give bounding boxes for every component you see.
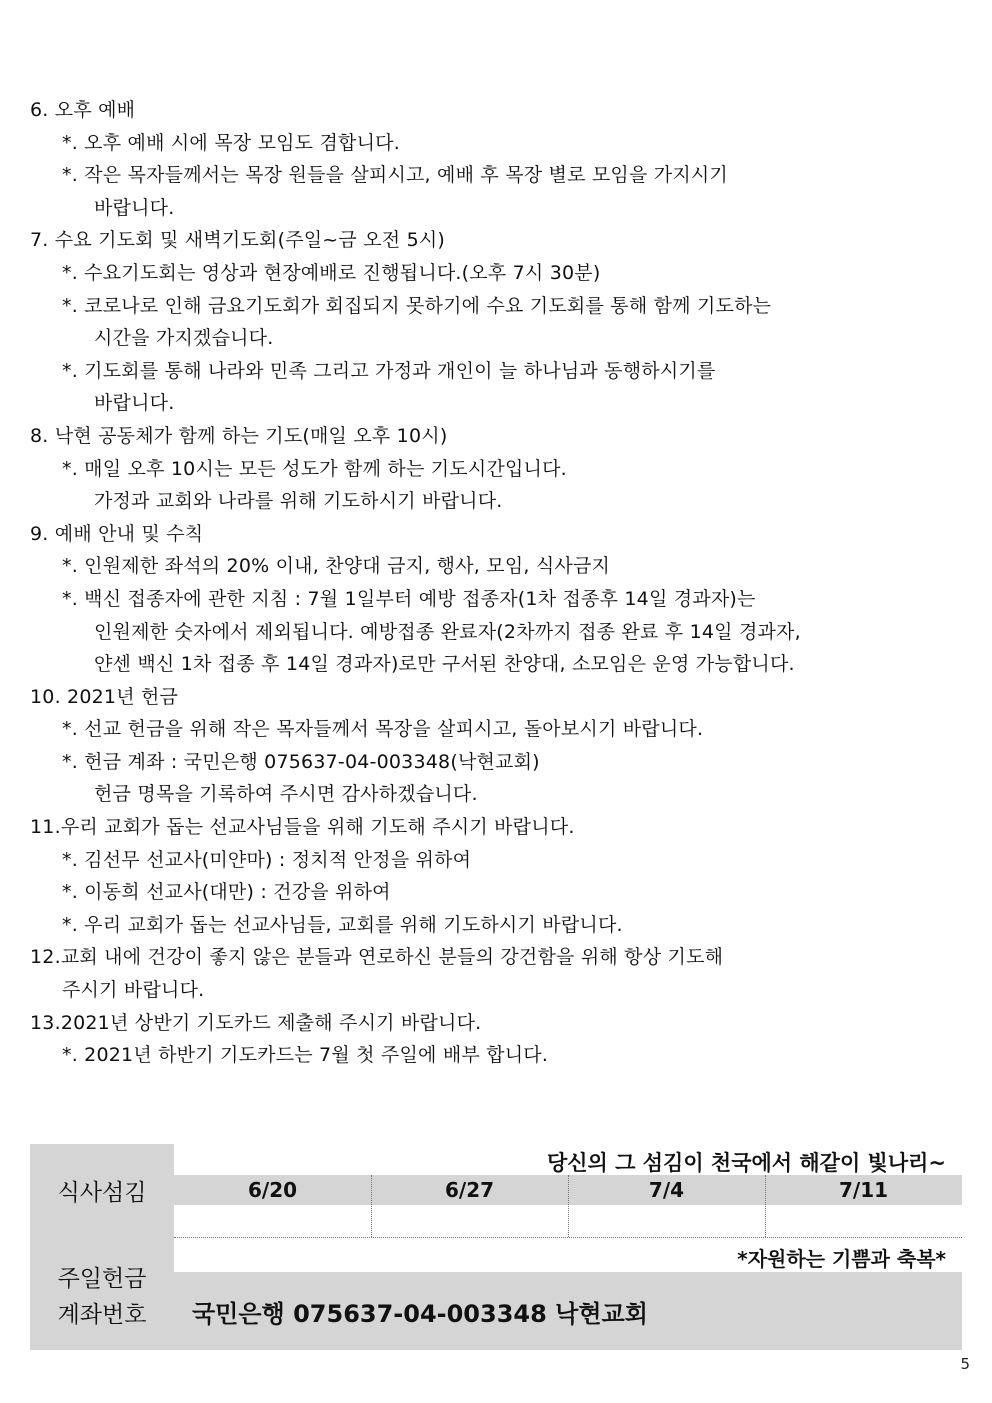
column-divider xyxy=(765,1175,766,1237)
bullet-line: *. 김선무 선교사(미얀마) : 정치적 안정을 위하여 xyxy=(62,848,472,871)
meal-slogan: 당신의 그 섬김이 천국에서 해같이 빛나리~ xyxy=(546,1151,946,1175)
bullet-line: 바랍니다. xyxy=(94,196,175,219)
column-divider xyxy=(371,1175,372,1237)
bullet-line: 얀센 백신 1차 접종 후 14일 경과자)로만 구서된 찬양대, 소모임은 운영 가능합니다. xyxy=(94,653,795,676)
bullet-line: *. 작은 목자들께서는 목장 원들을 살피시고, 예배 후 목장 별로 모임을 가지시기 xyxy=(62,164,728,187)
bullet-line: *. 이동희 선교사(대만) : 건강을 위하여 xyxy=(62,881,391,904)
bullet-line: 인원제한 숫자에서 제외됩니다. 예방접종 완료자(2차까지 접종 완료 후 14일 경과자, xyxy=(94,620,801,643)
announcement-list xyxy=(30,94,960,1072)
bullet-line: *. 2021년 하반기 기도카드는 7월 첫 주일에 배부 합니다. xyxy=(62,1044,549,1067)
account-number: 국민은행 075637-04-003348 낙현교회 xyxy=(192,1300,648,1328)
date-7-4: 7/4 xyxy=(648,1178,685,1202)
bullet-line: 주시기 바랍니다. xyxy=(62,979,205,1002)
section-heading: 12.교회 내에 건강이 좋지 않은 분들과 연로하신 분들의 강건함을 위해 항상 기도해 xyxy=(30,946,724,969)
offering-label: 주일헌금 xyxy=(57,1266,147,1292)
offering-note: *자원하는 기쁨과 축복* xyxy=(737,1247,946,1271)
account-label: 계좌번호 xyxy=(57,1302,147,1328)
date-7-11: 7/11 xyxy=(838,1178,889,1202)
date-6-20: 6/20 xyxy=(247,1178,298,1202)
section-heading: 8. 낙현 공동체가 함께 하는 기도(매일 오후 10시) xyxy=(30,424,448,447)
bullet-line: *. 백신 접종자에 관한 지침 : 7월 1일부터 예방 접종자(1차 접종후 14일 경과자)는 xyxy=(62,587,756,610)
bullet-line: 바랍니다. xyxy=(94,392,175,415)
bullet-line: *. 선교 헌금을 위해 작은 목자들께서 목장을 살피시고, 돌아보시기 바랍니다. xyxy=(62,718,704,741)
section-heading: 9. 예배 안내 및 수칙 xyxy=(30,522,204,545)
bullet-line: *. 수요기도회는 영상과 현장예배로 진행됩니다.(오후 7시 30분) xyxy=(62,261,601,284)
bullet-line: *. 기도회를 통해 나라와 민족 그리고 가정과 개인이 늘 하나님과 동행하시기를 xyxy=(62,359,716,382)
bullet-line: *. 오후 예배 시에 목장 모임도 겸합니다. xyxy=(62,131,400,154)
service-info-table xyxy=(30,1144,962,1350)
bullet-line: *. 우리 교회가 돕는 선교사님들, 교회를 위해 기도하시기 바랍니다. xyxy=(62,913,623,936)
row-divider xyxy=(174,1237,962,1238)
bullet-line: 시간을 가지겠습니다. xyxy=(94,327,274,350)
section-heading: 10. 2021년 헌금 xyxy=(30,685,179,708)
date-6-27: 6/27 xyxy=(444,1178,495,1202)
bullet-line: *. 인원제한 좌석의 20% 이내, 찬양대 금지, 행사, 모임, 식사금지 xyxy=(62,555,611,578)
page-number: 5 xyxy=(960,1355,970,1373)
section-heading: 7. 수요 기도회 및 새벽기도회(주일~금 오전 5시) xyxy=(30,229,446,252)
column-divider xyxy=(568,1175,569,1237)
bullet-line: 가정과 교회와 나라를 위해 기도하시기 바랍니다. xyxy=(94,490,503,513)
meal-label: 식사섬김 xyxy=(57,1180,147,1206)
section-heading: 13.2021년 상반기 기도카드 제출해 주시기 바랍니다. xyxy=(30,1011,482,1034)
bullet-line: *. 매일 오후 10시는 모든 성도가 함께 하는 기도시간입니다. xyxy=(62,457,567,480)
section-heading: 6. 오후 예배 xyxy=(30,99,136,121)
section-heading: 11.우리 교회가 돕는 선교사님들을 위해 기도해 주시기 바랍니다. xyxy=(30,816,575,839)
bullet-line: *. 헌금 계좌 : 국민은행 075637-04-003348(낙현교회) xyxy=(62,750,540,773)
bullet-line: 헌금 명목을 기록하여 주시면 감사하겠습니다. xyxy=(94,783,478,806)
bullet-line: *. 코로나로 인해 금요기도회가 회집되지 못하기에 수요 기도회를 통해 함께 기도하는 xyxy=(62,294,772,317)
